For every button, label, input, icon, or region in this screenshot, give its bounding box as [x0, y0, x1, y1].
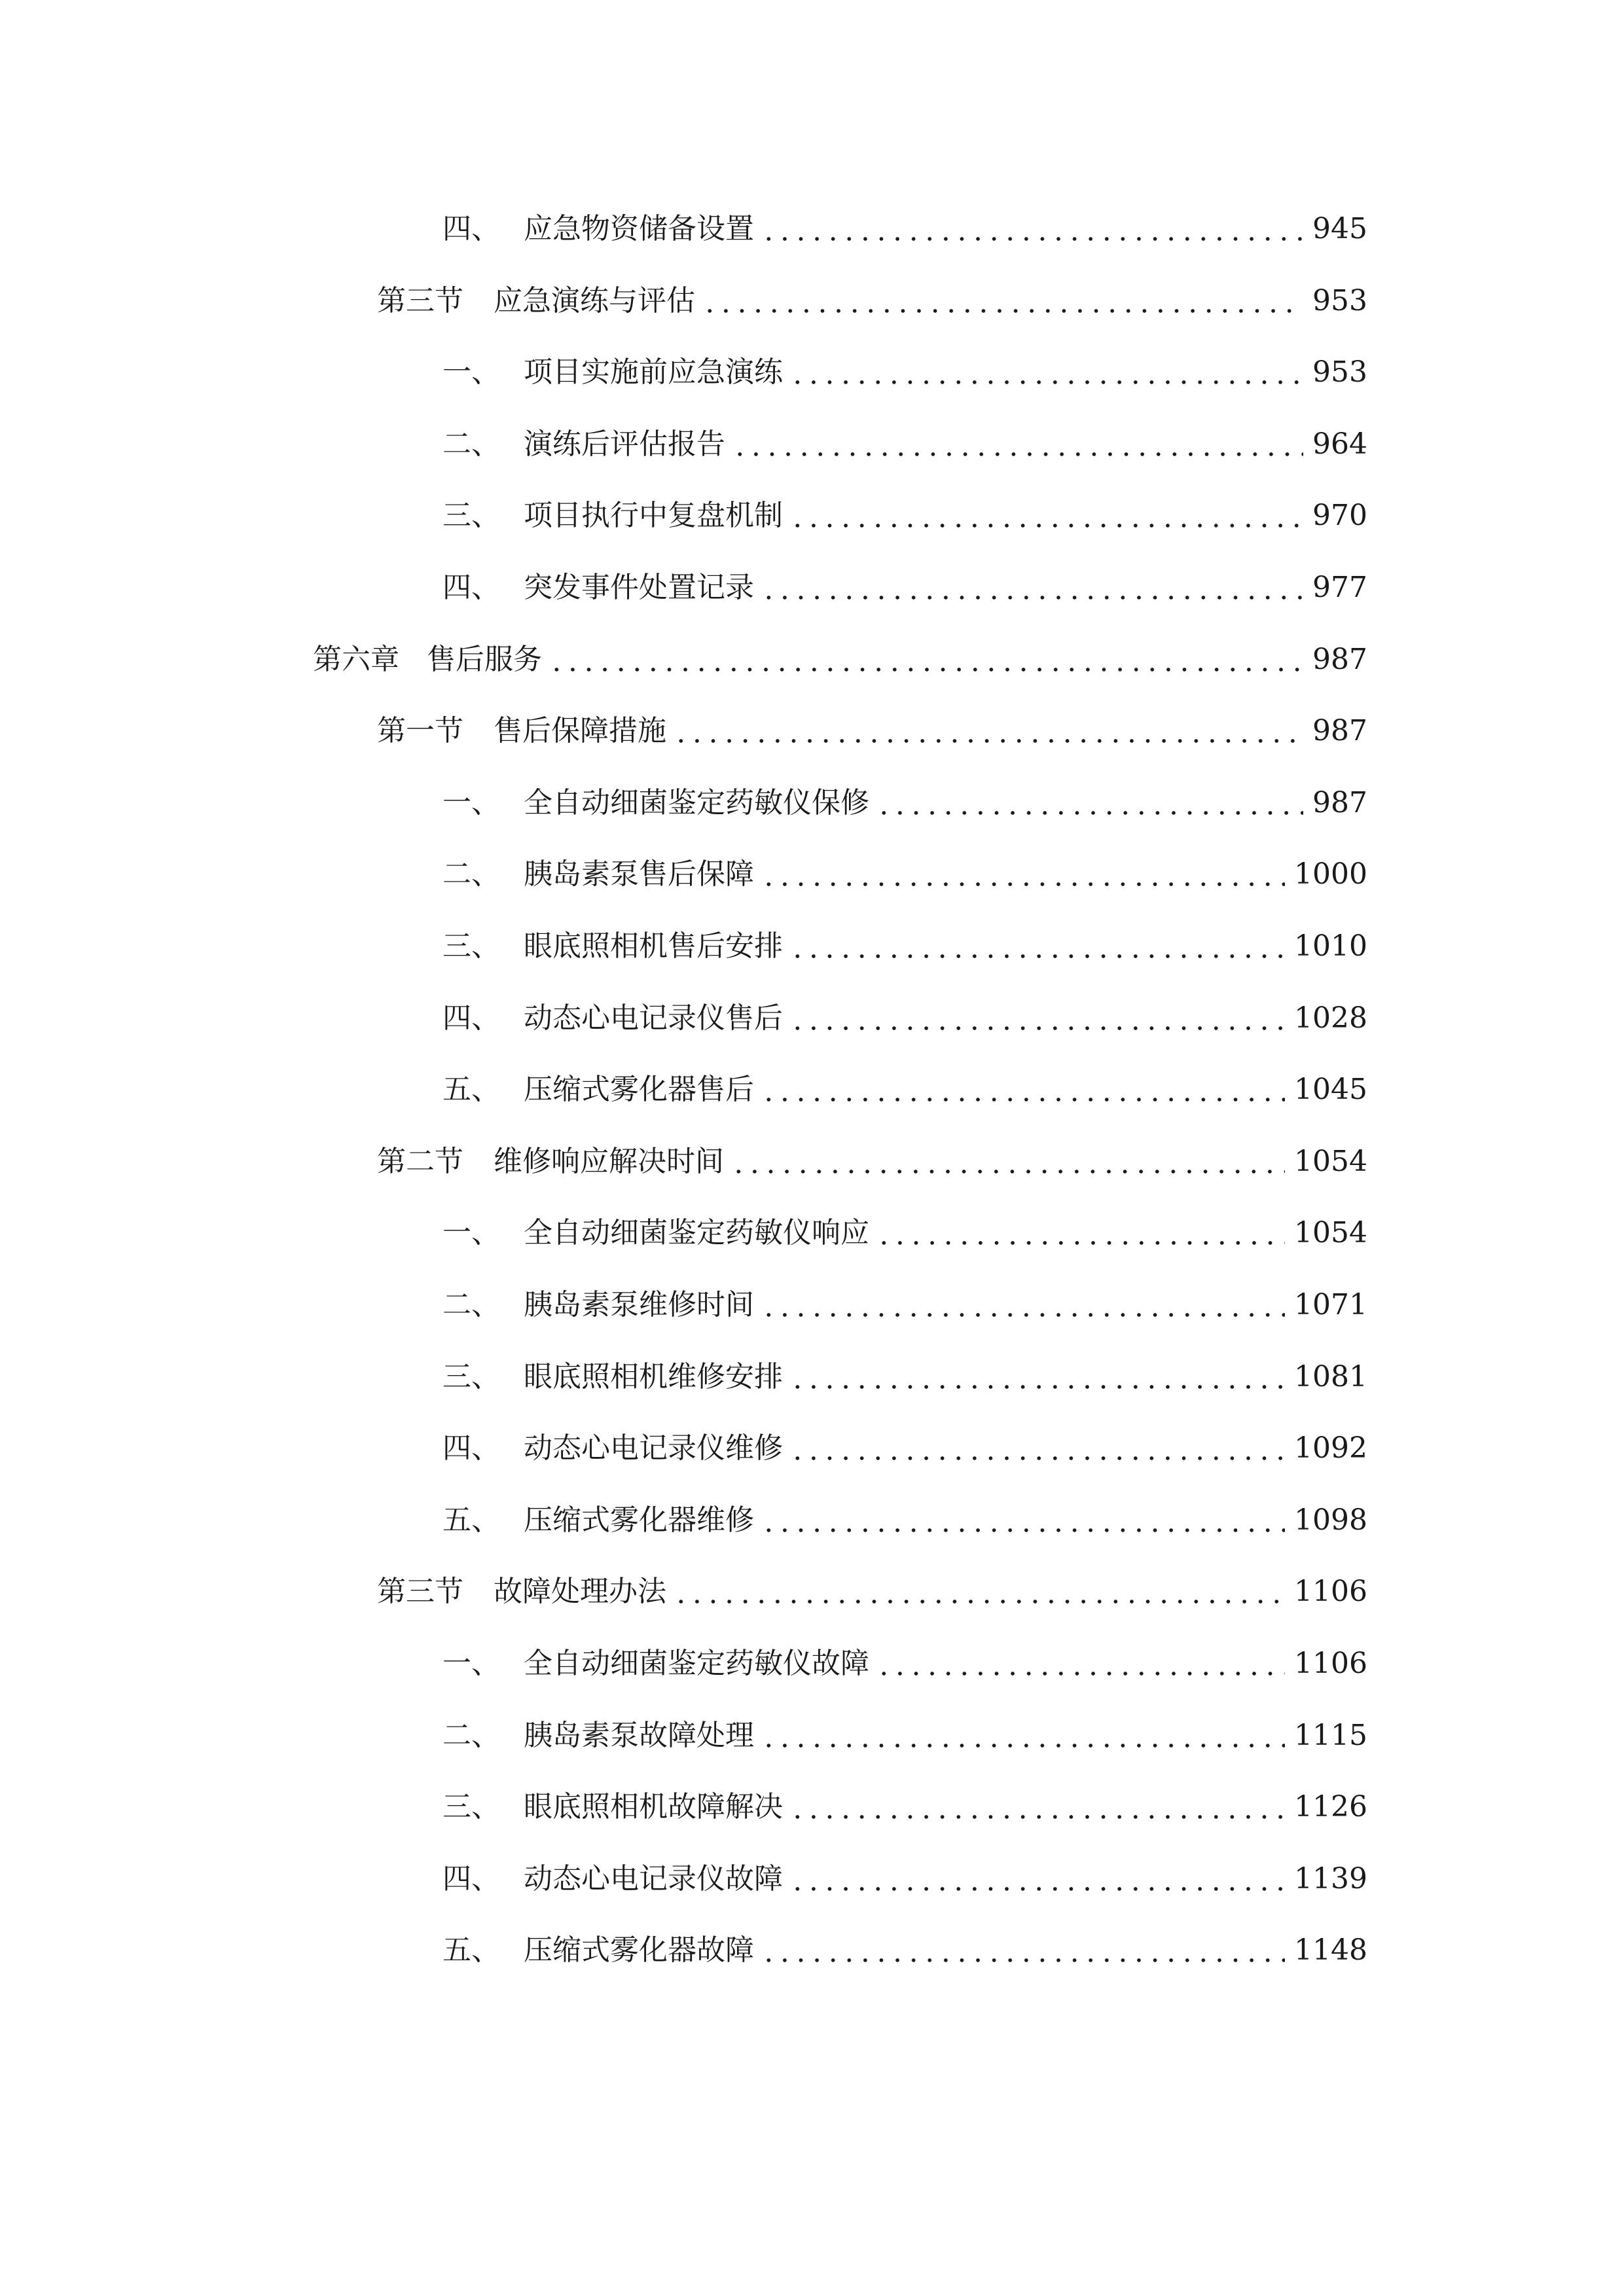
toc-entry-title: 全自动细菌鉴定药敏仪故障 — [524, 1647, 869, 1680]
toc-entry-number: 三、 — [442, 499, 500, 532]
toc-entry[interactable] — [442, 1351, 1367, 1403]
toc-entry[interactable] — [442, 203, 1367, 255]
dot-leader — [789, 1865, 1285, 1893]
toc-entry-title: 应急演练与评估 — [494, 284, 695, 317]
toc-entry[interactable] — [442, 490, 1367, 542]
dot-leader — [761, 573, 1303, 602]
toc-entry-page: 1054 — [1294, 1145, 1367, 1178]
toc-entry-page: 1148 — [1294, 1933, 1367, 1967]
toc-entry-title: 项目实施前应急演练 — [524, 355, 783, 389]
toc-entry-title: 眼底照相机故障解决 — [524, 1790, 783, 1823]
toc-entry[interactable] — [442, 562, 1367, 614]
dot-leader — [789, 358, 1303, 387]
toc-entry[interactable] — [442, 1494, 1367, 1547]
toc-entry[interactable] — [442, 920, 1367, 973]
dot-leader — [789, 1363, 1285, 1391]
toc-entry-page: 1106 — [1294, 1575, 1367, 1608]
toc-entry[interactable] — [377, 275, 1367, 327]
toc-entry-page: 1092 — [1294, 1431, 1367, 1465]
toc-entry[interactable] — [442, 1924, 1367, 1977]
toc-entry-title: 胰岛素泵故障处理 — [524, 1719, 754, 1752]
toc-entry-title: 动态心电记录仪售后 — [524, 1001, 783, 1035]
toc-entry[interactable] — [377, 705, 1367, 757]
toc-entry-title: 眼底照相机维修安排 — [524, 1360, 783, 1393]
toc-entry-number: 三、 — [442, 1790, 500, 1823]
toc-entry[interactable] — [442, 1064, 1367, 1116]
dot-leader — [761, 1721, 1285, 1750]
dot-leader — [761, 860, 1285, 889]
toc-entry[interactable] — [442, 1207, 1367, 1259]
toc-entry-page: 970 — [1312, 499, 1367, 532]
toc-entry[interactable] — [313, 634, 1367, 686]
toc-entry-page: 987 — [1312, 643, 1367, 676]
toc-entry-number: 一、 — [442, 1216, 500, 1249]
toc-entry[interactable] — [442, 1853, 1367, 1905]
toc-entry[interactable] — [442, 992, 1367, 1045]
dot-leader — [789, 1004, 1285, 1033]
toc-entry[interactable] — [442, 1638, 1367, 1690]
toc-entry-number: 第三节 — [377, 1575, 463, 1608]
toc-entry-number: 四、 — [442, 1862, 500, 1895]
toc-entry-title: 胰岛素泵维修时间 — [524, 1288, 754, 1321]
toc-entry-number: 一、 — [442, 1647, 500, 1680]
toc-entry-page: 953 — [1312, 284, 1367, 317]
toc-entry-number: 三、 — [442, 1360, 500, 1393]
toc-entry-page: 1054 — [1294, 1216, 1367, 1249]
toc-entry[interactable] — [442, 1422, 1367, 1475]
toc-entry-page: 1098 — [1294, 1503, 1367, 1537]
toc-entry-page: 1071 — [1294, 1288, 1367, 1321]
toc-entry-page: 1045 — [1294, 1073, 1367, 1106]
toc-entry-page: 953 — [1312, 355, 1367, 389]
toc-entry-title: 胰岛素泵售后保障 — [524, 857, 754, 891]
toc-entry-title: 全自动细菌鉴定药敏仪响应 — [524, 1216, 869, 1249]
toc-entry-number: 四、 — [442, 212, 500, 245]
dot-leader — [673, 717, 1303, 745]
toc-entry-title: 压缩式雾化器故障 — [524, 1933, 754, 1967]
toc-entry-number: 二、 — [442, 1719, 500, 1752]
toc-entry-number: 第一节 — [377, 714, 463, 747]
toc-entry-page: 987 — [1312, 786, 1367, 819]
dot-leader — [732, 430, 1303, 459]
toc-entry-number: 一、 — [442, 786, 500, 819]
toc-entry-number: 四、 — [442, 1001, 500, 1035]
toc-entry-page: 1139 — [1294, 1862, 1367, 1895]
toc-entry-title: 动态心电记录仪维修 — [524, 1431, 783, 1465]
dot-leader — [761, 1506, 1285, 1535]
toc-entry[interactable] — [442, 346, 1367, 399]
toc-entry-title: 售后服务 — [427, 643, 542, 676]
dot-leader — [789, 501, 1303, 530]
toc-entry-number: 二、 — [442, 1288, 500, 1321]
toc-entry-number: 二、 — [442, 857, 500, 891]
dot-leader — [549, 645, 1303, 674]
toc-entry-page: 1106 — [1294, 1647, 1367, 1680]
toc-entry-title: 项目执行中复盘机制 — [524, 499, 783, 532]
toc-entry-number: 五、 — [442, 1503, 500, 1537]
toc-entry-number: 四、 — [442, 1431, 500, 1465]
toc-entry-page: 945 — [1312, 212, 1367, 245]
toc-entry-page: 1081 — [1294, 1360, 1367, 1393]
dot-leader — [761, 1075, 1285, 1104]
dot-leader — [761, 1291, 1285, 1319]
dot-leader — [761, 215, 1303, 243]
toc-entry-number: 第三节 — [377, 284, 463, 317]
toc-entry-title: 维修响应解决时间 — [494, 1145, 724, 1178]
toc-entry-number: 四、 — [442, 571, 500, 604]
toc-entry-title: 故障处理办法 — [494, 1575, 666, 1608]
dot-leader — [702, 287, 1303, 315]
toc-entry-page: 1028 — [1294, 1001, 1367, 1035]
toc-entry-page: 1115 — [1294, 1719, 1367, 1752]
toc-entry-title: 全自动细菌鉴定药敏仪保修 — [524, 786, 869, 819]
toc-entry[interactable] — [377, 1566, 1367, 1618]
toc-entry-title: 演练后评估报告 — [524, 427, 725, 461]
toc-entry-page: 1010 — [1294, 929, 1367, 963]
dot-leader — [673, 1577, 1285, 1606]
toc-entry-page: 977 — [1312, 571, 1367, 604]
toc-entry-page: 964 — [1312, 427, 1367, 461]
toc-entry-title: 眼底照相机售后安排 — [524, 929, 783, 963]
toc-entry-title: 应急物资储备设置 — [524, 212, 754, 245]
toc-entry-title: 压缩式雾化器维修 — [524, 1503, 754, 1537]
toc-entry-number: 第二节 — [377, 1145, 463, 1178]
dot-leader — [876, 1219, 1285, 1247]
toc-entry-number: 五、 — [442, 1073, 500, 1106]
toc-entry[interactable] — [442, 848, 1367, 901]
toc-entry-title: 动态心电记录仪故障 — [524, 1862, 783, 1895]
dot-leader — [789, 1793, 1285, 1821]
toc-entry-number: 三、 — [442, 929, 500, 963]
toc-entry[interactable] — [442, 1710, 1367, 1762]
toc-entry-title: 售后保障措施 — [494, 714, 666, 747]
toc-entry-page: 1000 — [1294, 857, 1367, 891]
dot-leader — [789, 932, 1285, 961]
toc-entry[interactable] — [377, 1136, 1367, 1188]
toc-entry[interactable] — [442, 777, 1367, 829]
toc-entry[interactable] — [442, 1781, 1367, 1833]
toc-entry-number: 二、 — [442, 427, 500, 461]
toc-entry-number: 一、 — [442, 355, 500, 389]
toc-entry-title: 突发事件处置记录 — [524, 571, 754, 604]
dot-leader — [876, 789, 1303, 817]
dot-leader — [731, 1147, 1285, 1176]
toc-entry-page: 1126 — [1294, 1790, 1367, 1823]
dot-leader — [876, 1649, 1285, 1678]
dot-leader — [761, 1936, 1285, 1965]
toc-entry[interactable] — [442, 418, 1367, 471]
toc-entry-number: 五、 — [442, 1933, 500, 1967]
toc-entry-number: 第六章 — [313, 643, 399, 676]
dot-leader — [789, 1434, 1285, 1463]
toc-entry-title: 压缩式雾化器售后 — [524, 1073, 754, 1106]
toc-entry[interactable] — [442, 1279, 1367, 1331]
toc-entry-page: 987 — [1312, 714, 1367, 747]
